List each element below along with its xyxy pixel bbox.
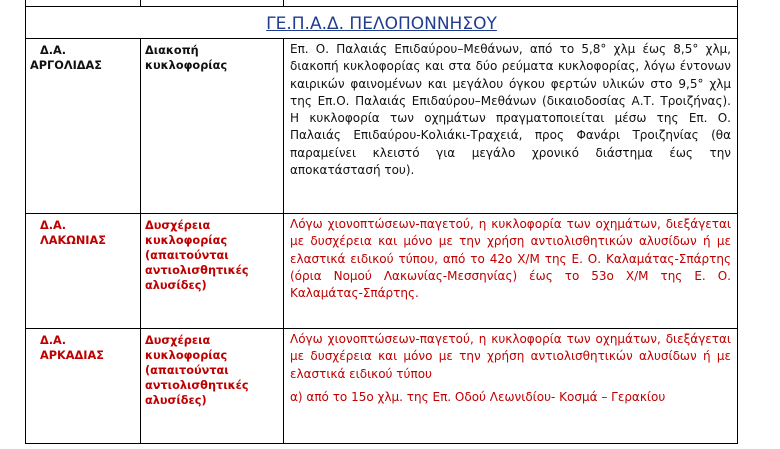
table-row (26, 214, 738, 329)
status-cell (141, 39, 284, 214)
status-cell (141, 214, 284, 329)
status-cell (141, 329, 284, 444)
status-line: Διακοπή (145, 44, 199, 57)
status-line: (απαιτούνται (145, 364, 229, 377)
region-cell (26, 39, 141, 214)
region-line: ΑΡΓΟΛΙΔΑΣ (30, 59, 102, 72)
description-text: α) από το 15ο χλμ. της Επ. Οδού Λεωνιδίου- Κοσμά – Γερακίου (290, 389, 666, 404)
description-cell (284, 329, 738, 444)
region-line: Δ.Α. (40, 219, 67, 232)
table-title-row (26, 7, 738, 39)
status-line: αντιολισθητικές (145, 264, 249, 277)
description-cell (284, 214, 738, 329)
description-text: Λόγω χιονοπτώσεων-παγετού, η κυκλοφορία των οχημάτων, διεξάγεται με δυσχέρεια και μόνο με την χρήση αντιολισθητικών αλυσίδων ή με ελαστικά ειδικού τύπου (290, 332, 731, 381)
description-cell (284, 39, 738, 214)
table-row (26, 329, 738, 444)
description-text: Επ. Ο. Παλαιάς Επιδαύρου–Μεθάνων, από το 5,8° χλμ έως 8,5° χλμ, διακοπή κυκλοφορίας και στα δύο ρεύματα κυκλοφορίας, λόγω έντονων καιρικών φαινομένων και μεγάλου όγκου φερτών υλικών στο 9,5° χλμ της Επ.Ο. Παλαιάς Επιδαύρου–Μεθάνων (δικαιοδοσίας Α.Τ. Τροιζήνας). Η κυκλοφορία των οχημάτων πραγματοποιείται μέσω της Επ. Ο. Παλαιάς Επιδαύρου-Κολιάκι-Τραχειά, προς Φανάρι Τροιζηνίας (θα παραμείνει κλειστό για μεγάλο χρονικό διάστημα έως την αποκατάστασή του). (290, 42, 731, 178)
region-cell (26, 329, 141, 444)
status-line: (απαιτούνται (145, 249, 229, 262)
region-line: Δ.Α. (40, 334, 67, 347)
status-line: αλυσίδες) (145, 394, 207, 407)
table-row (26, 39, 738, 214)
status-line: κυκλοφορίας (145, 234, 228, 247)
traffic-status-table (25, 0, 738, 444)
status-line: κυκλοφορίας (145, 59, 228, 72)
region-cell (26, 214, 141, 329)
status-line: κυκλοφορίας (145, 349, 228, 362)
status-line: αλυσίδες) (145, 279, 207, 292)
region-line: ΑΡΚΑΔΙΑΣ (40, 349, 104, 362)
region-line: ΛΑΚΩΝΙΑΣ (40, 234, 106, 247)
status-line: Δυσχέρεια (145, 334, 211, 347)
status-line: αντιολισθητικές (145, 379, 249, 392)
description-text: Λόγω χιονοπτώσεων-παγετού, η κυκλοφορία των οχημάτων, διεξάγεται με δυσχέρεια και μόνο με την χρήση αντιολισθητικών αλυσίδων ή με ελαστικά ειδικού τύπου, από το 42ο Χ/Μ της Ε. Ο. Καλαμάτας-Σπάρτης (όρια Νομού Λακωνίας-Μεσσηνίας) έως το 53ο Χ/Μ της Ε. Ο. Καλαμάτας-Σπάρτης. (290, 217, 731, 301)
region-line: Δ.Α. (40, 44, 67, 57)
status-line: Δυσχέρεια (145, 219, 211, 232)
table-title: ΓΕ.Π.Α.Δ. ΠΕΛΟΠΟΝΝΗΣΟΥ (26, 7, 738, 39)
